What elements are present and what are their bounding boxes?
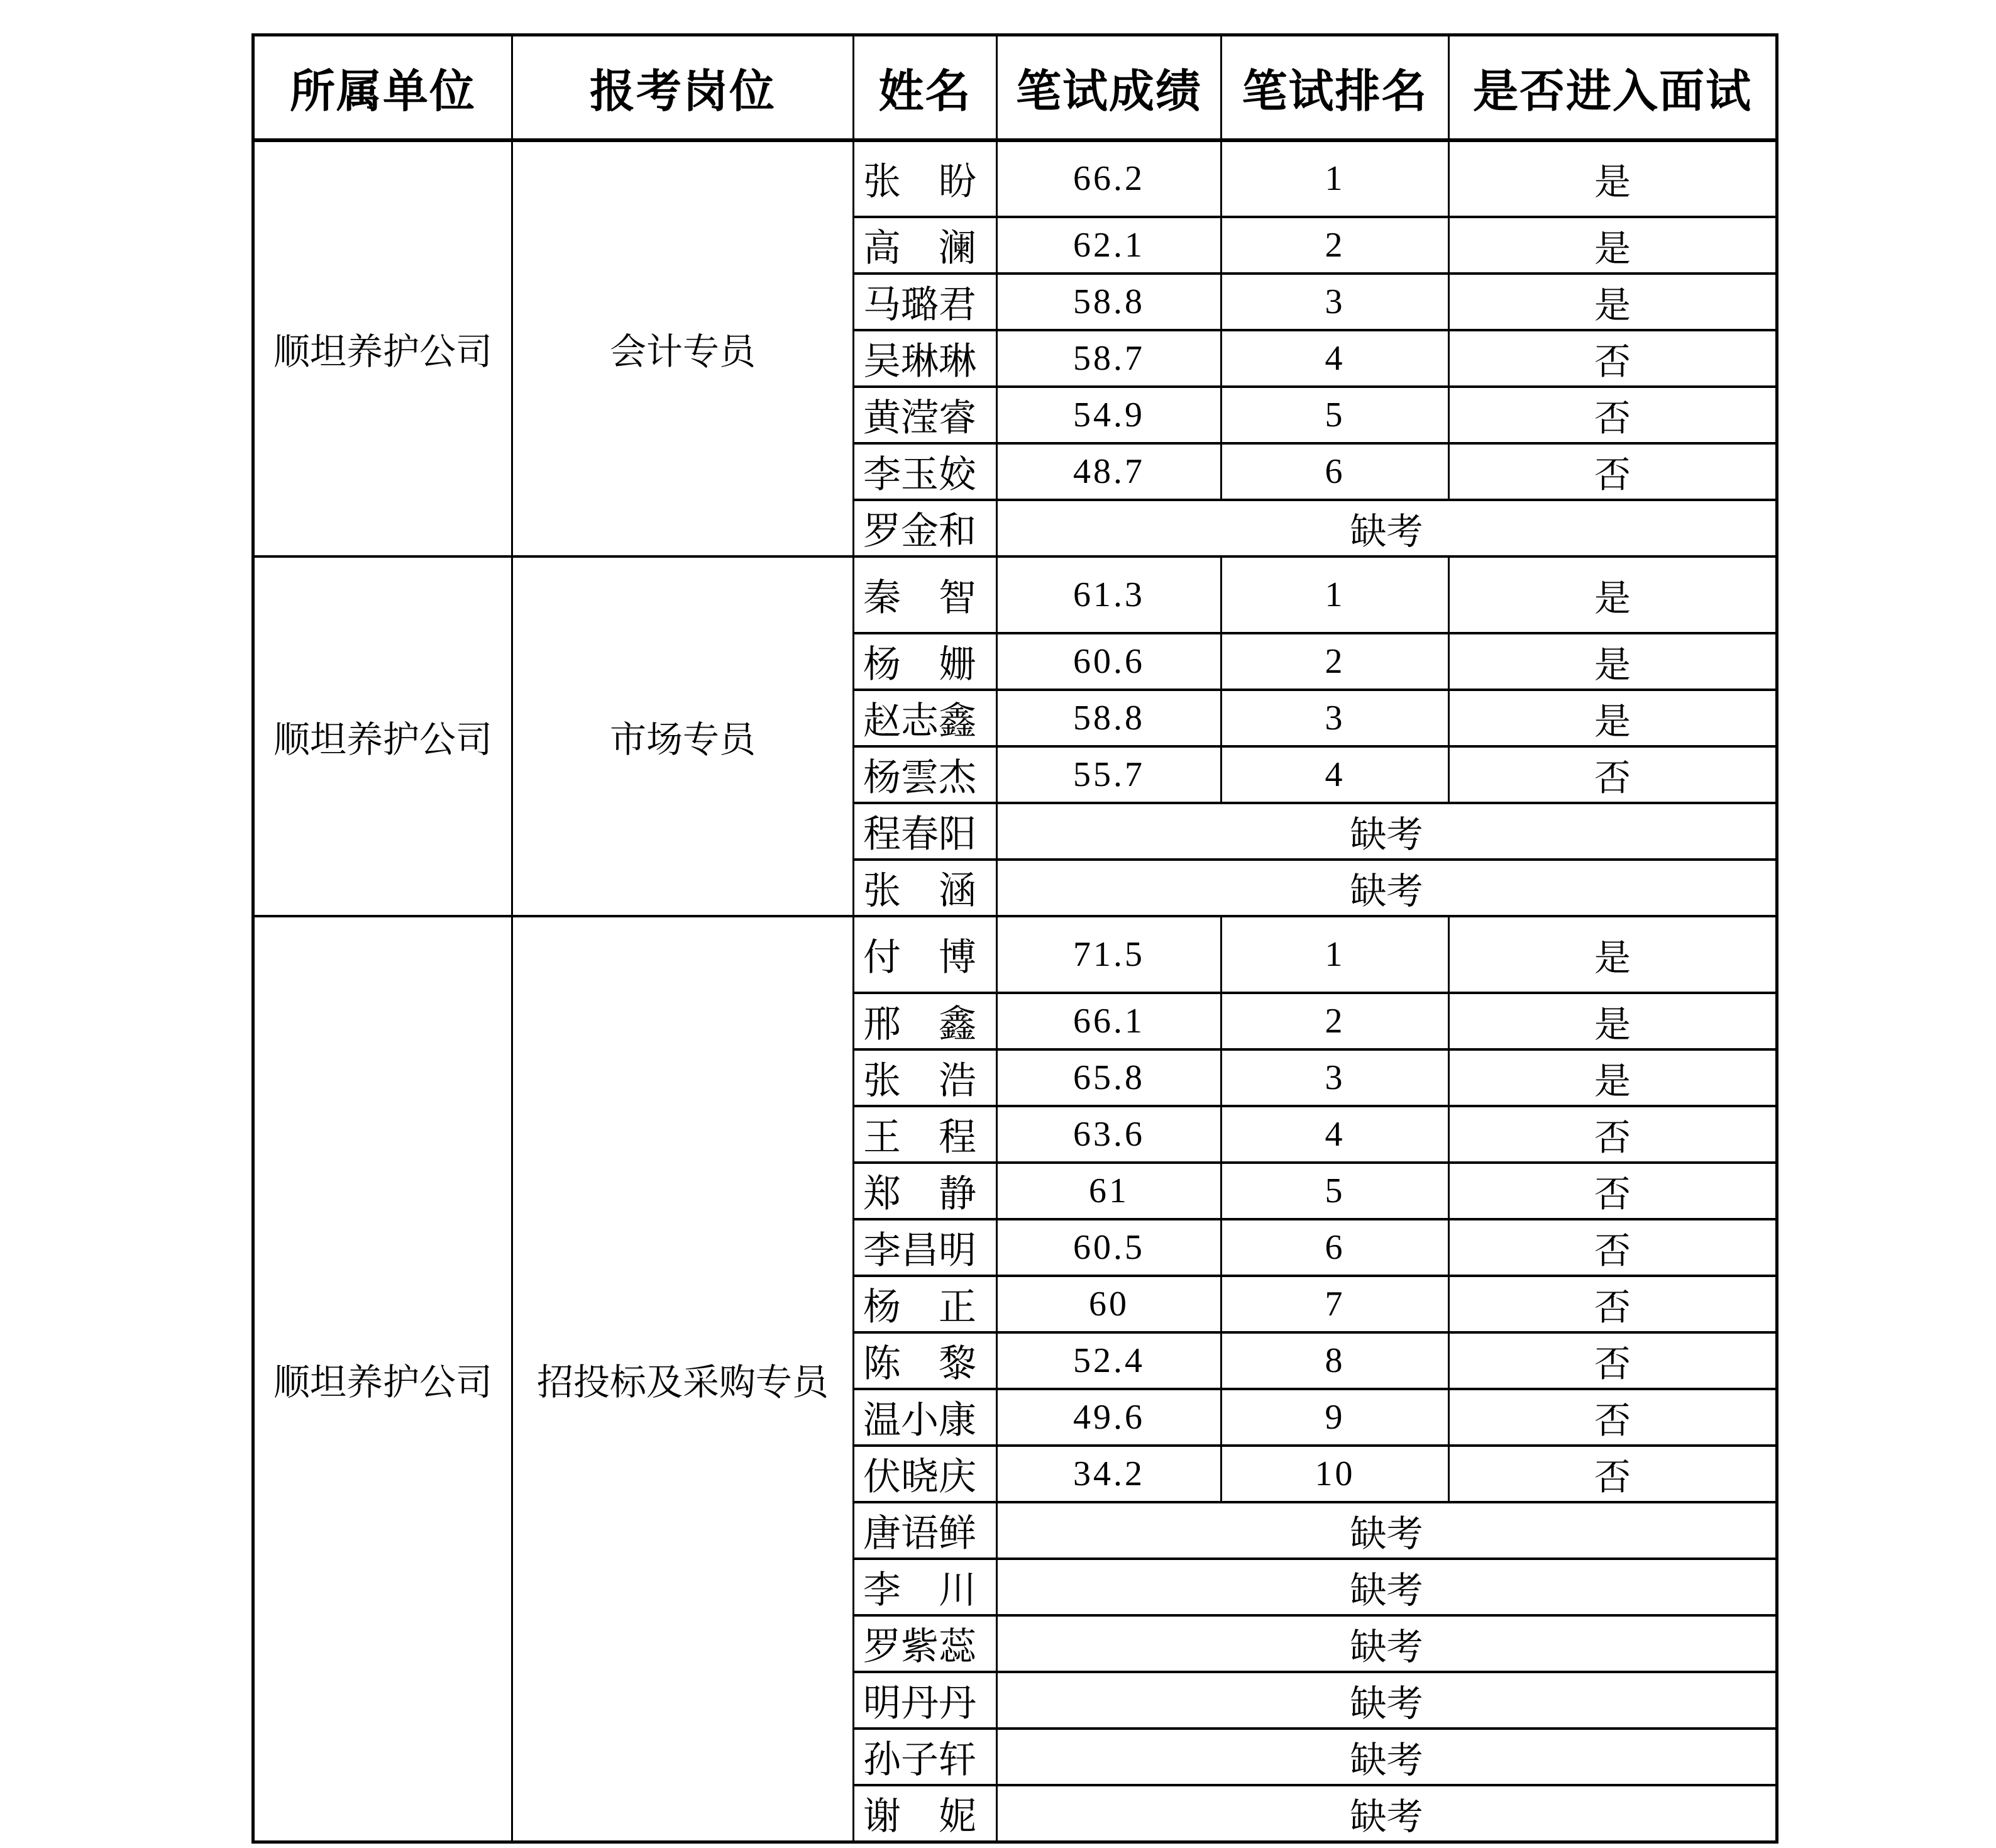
interview-cell: 否 <box>1449 1106 1777 1163</box>
score-cell: 52.4 <box>997 1332 1221 1389</box>
rank-cell: 4 <box>1221 330 1449 387</box>
name-cell: 付 博 <box>854 916 997 993</box>
interview-cell: 是 <box>1449 690 1777 746</box>
absent-cell: 缺考 <box>997 803 1777 860</box>
name-cell: 谢 妮 <box>854 1785 997 1842</box>
column-header-score: 笔试成绩 <box>997 35 1221 140</box>
table-row <box>253 916 1777 993</box>
rank-cell: 2 <box>1221 217 1449 274</box>
name-cell: 罗金和 <box>854 500 997 556</box>
interview-cell: 否 <box>1449 746 1777 803</box>
absent-cell: 缺考 <box>997 500 1777 556</box>
score-cell: 62.1 <box>997 217 1221 274</box>
rank-cell: 8 <box>1221 1332 1449 1389</box>
column-header-position: 报考岗位 <box>512 35 854 140</box>
score-cell: 49.6 <box>997 1389 1221 1446</box>
column-header-unit: 所属单位 <box>253 35 512 140</box>
name-cell: 伏晓庆 <box>854 1446 997 1502</box>
name-cell: 罗紫蕊 <box>854 1615 997 1672</box>
interview-cell: 是 <box>1449 274 1777 330</box>
interview-cell: 是 <box>1449 556 1777 633</box>
name-cell: 杨 姗 <box>854 633 997 690</box>
name-cell: 唐语鲜 <box>854 1502 997 1559</box>
unit-cell: 顺坦养护公司 <box>253 916 512 1842</box>
rank-cell: 1 <box>1221 140 1449 217</box>
absent-cell: 缺考 <box>997 860 1777 916</box>
name-cell: 杨 正 <box>854 1276 997 1332</box>
rank-cell: 2 <box>1221 633 1449 690</box>
name-cell: 李玉姣 <box>854 443 997 500</box>
score-cell: 54.9 <box>997 387 1221 443</box>
rank-cell: 6 <box>1221 1219 1449 1276</box>
interview-cell: 否 <box>1449 330 1777 387</box>
name-cell: 高 澜 <box>854 217 997 274</box>
absent-cell: 缺考 <box>997 1615 1777 1672</box>
name-cell: 张 浩 <box>854 1049 997 1106</box>
interview-cell: 否 <box>1449 443 1777 500</box>
name-cell: 王 程 <box>854 1106 997 1163</box>
name-cell: 张 盼 <box>854 140 997 217</box>
name-cell: 吴琳琳 <box>854 330 997 387</box>
name-cell: 温小康 <box>854 1389 997 1446</box>
interview-cell: 否 <box>1449 1219 1777 1276</box>
exam-results-table <box>251 33 1778 1844</box>
score-cell: 61.3 <box>997 556 1221 633</box>
absent-cell: 缺考 <box>997 1559 1777 1615</box>
name-cell: 李昌明 <box>854 1219 997 1276</box>
position-cell: 招投标及采购专员 <box>512 916 854 1842</box>
rank-cell: 3 <box>1221 1049 1449 1106</box>
score-cell: 71.5 <box>997 916 1221 993</box>
name-cell: 杨雲杰 <box>854 746 997 803</box>
name-cell: 孙子轩 <box>854 1729 997 1785</box>
interview-cell: 否 <box>1449 1332 1777 1389</box>
absent-cell: 缺考 <box>997 1785 1777 1842</box>
header-row <box>253 35 1777 140</box>
interview-cell: 否 <box>1449 1276 1777 1332</box>
name-cell: 明丹丹 <box>854 1672 997 1729</box>
score-cell: 60.5 <box>997 1219 1221 1276</box>
rank-cell: 1 <box>1221 556 1449 633</box>
column-header-name: 姓名 <box>854 35 997 140</box>
name-cell: 邢 鑫 <box>854 993 997 1049</box>
name-cell: 赵志鑫 <box>854 690 997 746</box>
rank-cell: 5 <box>1221 387 1449 443</box>
absent-cell: 缺考 <box>997 1672 1777 1729</box>
score-cell: 58.8 <box>997 274 1221 330</box>
rank-cell: 1 <box>1221 916 1449 993</box>
rank-cell: 10 <box>1221 1446 1449 1502</box>
column-header-interview: 是否进入面试 <box>1449 35 1777 140</box>
rank-cell: 4 <box>1221 1106 1449 1163</box>
table-row <box>253 556 1777 633</box>
score-cell: 58.7 <box>997 330 1221 387</box>
name-cell: 黄滢睿 <box>854 387 997 443</box>
score-cell: 65.8 <box>997 1049 1221 1106</box>
score-cell: 66.2 <box>997 140 1221 217</box>
score-cell: 34.2 <box>997 1446 1221 1502</box>
interview-cell: 否 <box>1449 1389 1777 1446</box>
score-cell: 60 <box>997 1276 1221 1332</box>
interview-cell: 是 <box>1449 993 1777 1049</box>
name-cell: 程春阳 <box>854 803 997 860</box>
name-cell: 郑 静 <box>854 1163 997 1219</box>
unit-cell: 顺坦养护公司 <box>253 140 512 556</box>
rank-cell: 2 <box>1221 993 1449 1049</box>
name-cell: 秦 智 <box>854 556 997 633</box>
interview-cell: 否 <box>1449 387 1777 443</box>
score-cell: 48.7 <box>997 443 1221 500</box>
interview-cell: 否 <box>1449 1163 1777 1219</box>
score-cell: 55.7 <box>997 746 1221 803</box>
position-cell: 市场专员 <box>512 556 854 916</box>
unit-cell: 顺坦养护公司 <box>253 556 512 916</box>
rank-cell: 3 <box>1221 274 1449 330</box>
rank-cell: 6 <box>1221 443 1449 500</box>
interview-cell: 是 <box>1449 217 1777 274</box>
score-cell: 60.6 <box>997 633 1221 690</box>
interview-cell: 是 <box>1449 1049 1777 1106</box>
absent-cell: 缺考 <box>997 1502 1777 1559</box>
score-cell: 61 <box>997 1163 1221 1219</box>
score-cell: 63.6 <box>997 1106 1221 1163</box>
rank-cell: 3 <box>1221 690 1449 746</box>
score-cell: 58.8 <box>997 690 1221 746</box>
absent-cell: 缺考 <box>997 1729 1777 1785</box>
table-row <box>253 140 1777 217</box>
table-body <box>253 140 1777 1842</box>
name-cell: 马璐君 <box>854 274 997 330</box>
rank-cell: 5 <box>1221 1163 1449 1219</box>
interview-cell: 否 <box>1449 1446 1777 1502</box>
name-cell: 张 涵 <box>854 860 997 916</box>
name-cell: 陈 黎 <box>854 1332 997 1389</box>
position-cell: 会计专员 <box>512 140 854 556</box>
rank-cell: 4 <box>1221 746 1449 803</box>
rank-cell: 9 <box>1221 1389 1449 1446</box>
column-header-rank: 笔试排名 <box>1221 35 1449 140</box>
interview-cell: 是 <box>1449 140 1777 217</box>
score-cell: 66.1 <box>997 993 1221 1049</box>
table-header <box>253 35 1777 140</box>
rank-cell: 7 <box>1221 1276 1449 1332</box>
interview-cell: 是 <box>1449 916 1777 993</box>
name-cell: 李 川 <box>854 1559 997 1615</box>
interview-cell: 是 <box>1449 633 1777 690</box>
